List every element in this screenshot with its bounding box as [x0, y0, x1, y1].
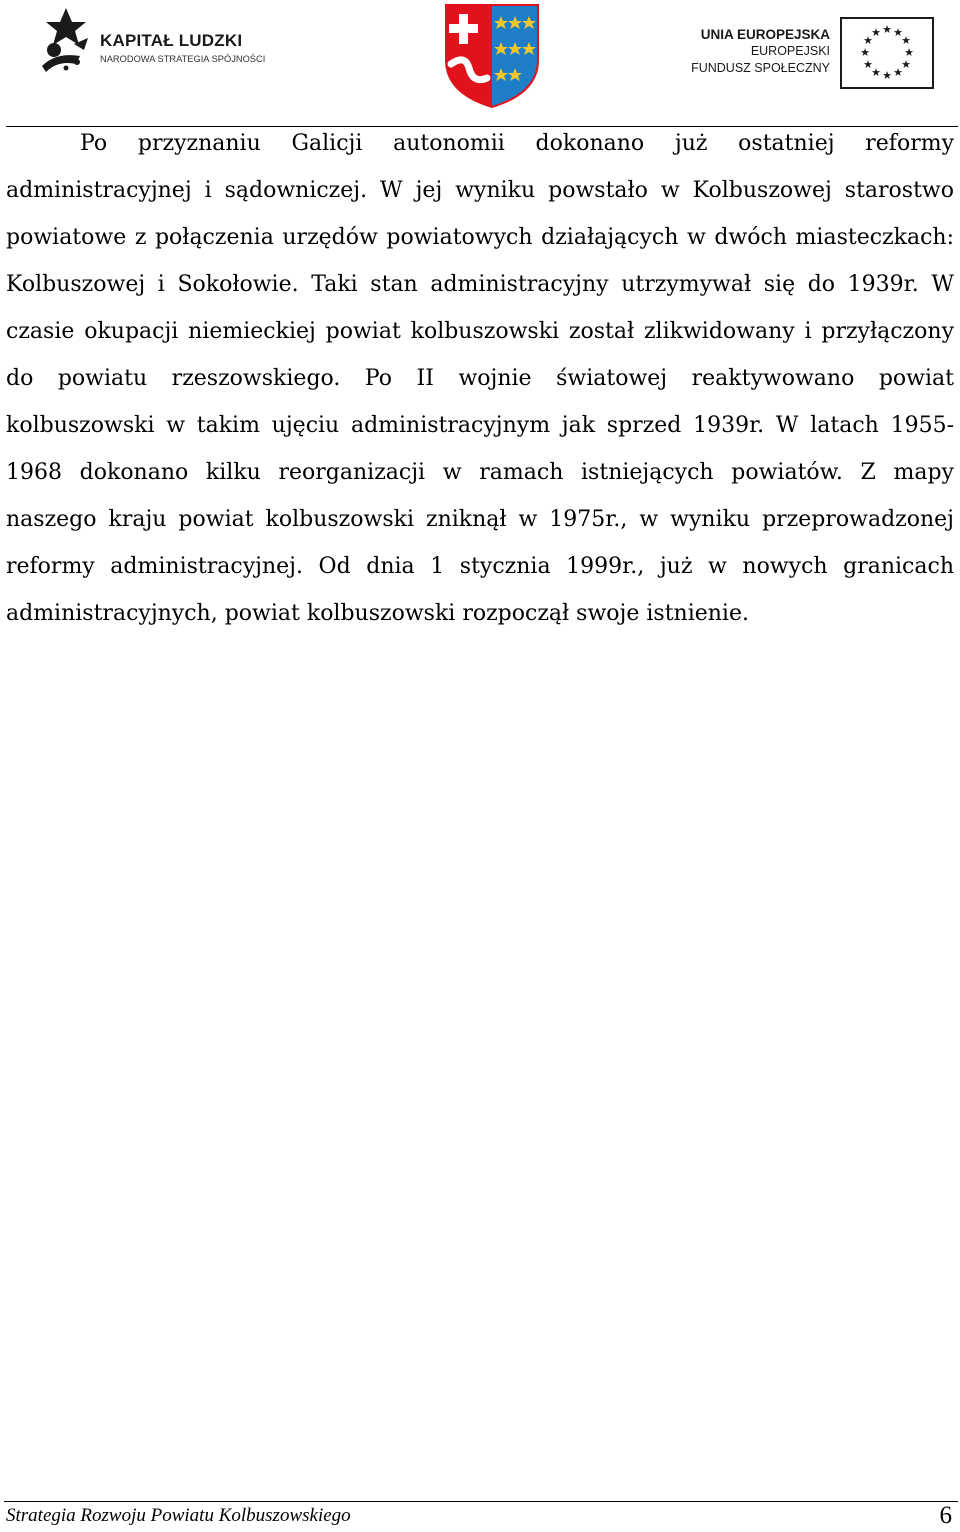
eu-text — [691, 26, 830, 77]
svg-text:★: ★ — [893, 66, 903, 79]
svg-text:★: ★ — [863, 34, 873, 47]
eu-logo — [691, 15, 938, 91]
svg-text:★: ★ — [871, 26, 881, 39]
coat-of-arms-icon — [443, 2, 541, 110]
svg-text:★: ★ — [901, 58, 911, 71]
eu-flag-icon — [840, 17, 934, 89]
svg-text:★: ★ — [863, 58, 873, 71]
svg-text:★: ★ — [860, 46, 870, 59]
eu-fund-line2: FUNDUSZ SPOŁECZNY — [691, 61, 830, 75]
eu-fund-line1: EUROPEJSKI — [750, 44, 830, 58]
page-header — [0, 0, 960, 112]
svg-text:★: ★ — [871, 66, 881, 79]
footer-divider — [4, 1501, 958, 1502]
svg-text:★: ★ — [882, 23, 892, 36]
svg-text:★: ★ — [882, 69, 892, 82]
eu-title: UNIA EUROPEJSKA — [700, 27, 830, 42]
kapital-ludzki-title: KAPITAŁ LUDZKI — [100, 31, 243, 50]
kapital-ludzki-emblem-icon — [36, 4, 98, 76]
kapital-ludzki-subtitle: NARODOWA STRATEGIA SPÓJNOŚCI — [100, 54, 266, 64]
svg-text:★: ★ — [901, 34, 911, 47]
kapital-ludzki-logo — [36, 4, 266, 80]
page-number: 6 — [939, 1502, 952, 1529]
footer-title: Strategia Rozwoju Powiatu Kolbuszowskiego — [6, 1505, 351, 1526]
body-paragraph: Po przyznaniu Galicji autonomii dokonano już ostatniej reformy administracyjnej i sądowniczej. W jej wyniku powstało w Kolbuszowej starostwo powiatowe z połączenia urzędów powiatowych działających w dwóch miasteczkach: Kolbuszowej i Sokołowie. Taki stan administracyjny utrzymywał się do 1939r. W czasie okupacji niemieckiej powiat kolbuszowski został zlikwidowany i przyłączony do powiatu rzeszowskiego. Po II wojnie światowej reaktywowano powiat kolbuszowski w takim ujęciu administracyjnym jak sprzed 1939r. W latach 1955-1968 dokonano kilku reorganizacji w ramach istniejących powiatów. Z mapy naszego kraju powiat kolbuszowski zniknął w 1975r., w wyniku przeprowadzonej reformy administracyjnej. Od dnia 1 stycznia 1999r., już w nowych granicach administracyjnych, powiat kolbuszowski rozpoczął swoje istnienie. — [6, 131, 954, 626]
main-content — [6, 120, 954, 637]
svg-text:★: ★ — [904, 46, 914, 59]
svg-text:★: ★ — [893, 26, 903, 39]
